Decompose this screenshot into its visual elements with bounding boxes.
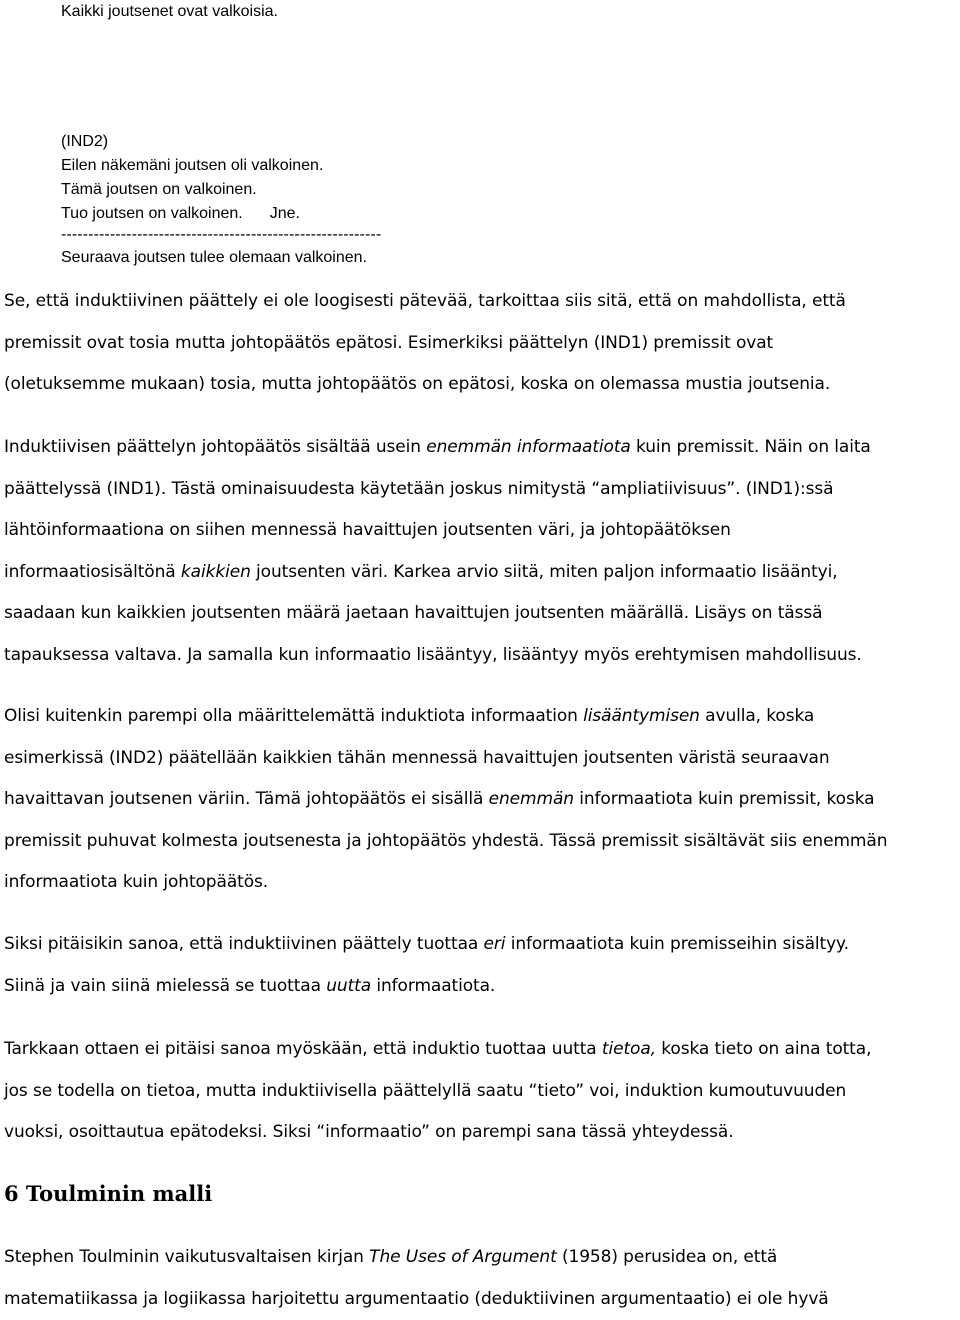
text-line (4, 924, 958, 966)
text-line: (oletuksemme mukaan) tosia, mutta johtopäätös on epätosi, koska on olemassa mustia joutsenia. (4, 364, 958, 406)
text-line (4, 1029, 958, 1071)
paragraph (4, 427, 958, 676)
text-run: Siksi pitäisikin sanoa, että induktiivinen päättely tuottaa (4, 934, 484, 954)
text-run: koska tieto on aina totta, (656, 1039, 871, 1059)
text-run: informaatiota kuin premissit, koska (574, 789, 875, 809)
text-line (4, 427, 958, 469)
emphasis-text: tietoa, (602, 1039, 656, 1059)
text-line: päättelyssä (IND1). Tästä ominaisuudesta käytetään joskus nimitystä “ampliatiivisuus”. (IND1):ssä (4, 469, 958, 511)
text-line: lähtöinformaationa on siihen mennessä havaittujen joutsenten väri, ja johtopäätöksen (4, 510, 958, 552)
section-heading: 6 Toulminin malli (4, 1176, 212, 1212)
text-line (4, 966, 958, 1008)
text-line: vuoksi, osoittautua epätodeksi. Siksi “informaatio” on parempi sana tässä yhteydessä. (4, 1112, 958, 1154)
text-run: informaatiosisältönä (4, 562, 181, 582)
premise-line: Tämä joutsen on valkoinen. (61, 178, 257, 202)
text-run: avulla, koska (700, 706, 814, 726)
text-line: tapauksessa valtava. Ja samalla kun informaatio lisääntyy, lisääntyy myös erehtymisen mahdollisuus. (4, 635, 958, 677)
text-line (4, 696, 958, 738)
text-line (4, 1237, 958, 1279)
paragraph (4, 924, 958, 1007)
text-line: esimerkissä (IND2) päätellään kaikkien tähän mennessä havaittujen joutsenten väristä seuraavan (4, 738, 958, 780)
premise-text: Tuo joutsen on valkoinen. (61, 205, 243, 222)
emphasis-text: kaikkien (181, 562, 251, 582)
text-run: havaittavan joutsenen väriin. Tämä johtopäätös ei sisällä (4, 789, 489, 809)
paragraph (4, 696, 958, 904)
text-run: informaatiota kuin premisseihin sisältyy. (505, 934, 849, 954)
text-run: joutsenten väri. Karkea arvio siitä, miten paljon informaatio lisääntyi, (251, 562, 838, 582)
emphasis-text: lisääntymisen (583, 706, 700, 726)
argument-label-ind2: (IND2) (61, 130, 108, 154)
text-line: Se, että induktiivinen päättely ei ole loogisesti pätevää, tarkoittaa siis sitä, että on mahdollista, että (4, 281, 958, 323)
emphasis-text: uutta (326, 976, 371, 996)
text-run: kuin premissit. Näin on laita (631, 437, 871, 457)
conclusion-line-ind2: Seuraava joutsen tulee olemaan valkoinen. (61, 246, 367, 270)
text-line: matematiikassa ja logiikassa harjoitettu argumentaatio (deduktiivinen argumentaatio) ei ole hyvä (4, 1279, 958, 1320)
text-line: premissit ovat tosia mutta johtopäätös epätosi. Esimerkiksi päättelyn (IND1) premissit ovat (4, 323, 958, 365)
paragraph (4, 281, 958, 406)
text-run: Siinä ja vain siinä mielessä se tuottaa (4, 976, 326, 996)
text-run: (1958) perusidea on, että (557, 1247, 778, 1267)
text-line (4, 552, 958, 594)
etc-text: Jne. (270, 205, 300, 222)
premise-line: Eilen näkemäni joutsen oli valkoinen. (61, 154, 323, 178)
book-title: The Uses of Argument (369, 1247, 556, 1267)
text-line: informaatiota kuin johtopäätös. (4, 862, 958, 904)
text-line: premissit puhuvat kolmesta joutsenesta ja johtopäätös yhdestä. Tässä premissit sisältävät siis enemmän (4, 821, 958, 863)
text-run: Induktiivisen päättelyn johtopäätös sisältää usein (4, 437, 426, 457)
text-run: Stephen Toulminin vaikutusvaltaisen kirjan (4, 1247, 369, 1267)
inference-divider: ----------------------------------------------------------- (61, 223, 381, 247)
text-run: Olisi kuitenkin parempi olla määrittelemättä induktiota informaation (4, 706, 583, 726)
text-line (4, 779, 958, 821)
emphasis-text: enemmän informaatiota (426, 437, 630, 457)
text-run: Tarkkaan ottaen ei pitäisi sanoa myöskään, että induktio tuottaa uutta (4, 1039, 602, 1059)
emphasis-text: eri (484, 934, 506, 954)
text-line: jos se todella on tietoa, mutta induktiivisella päättelyllä saatu “tieto” voi, induktion kumoutuvuuden (4, 1071, 958, 1113)
emphasis-text: enemmän (489, 789, 574, 809)
paragraph (4, 1237, 958, 1320)
text-run: informaatiota. (371, 976, 495, 996)
text-line: saadaan kun kaikkien joutsenten määrä jaetaan havaittujen joutsenten määrällä. Lisäys on tässä (4, 593, 958, 635)
paragraph (4, 1029, 958, 1154)
conclusion-line-ind1: Kaikki joutsenet ovat valkoisia. (61, 0, 278, 24)
